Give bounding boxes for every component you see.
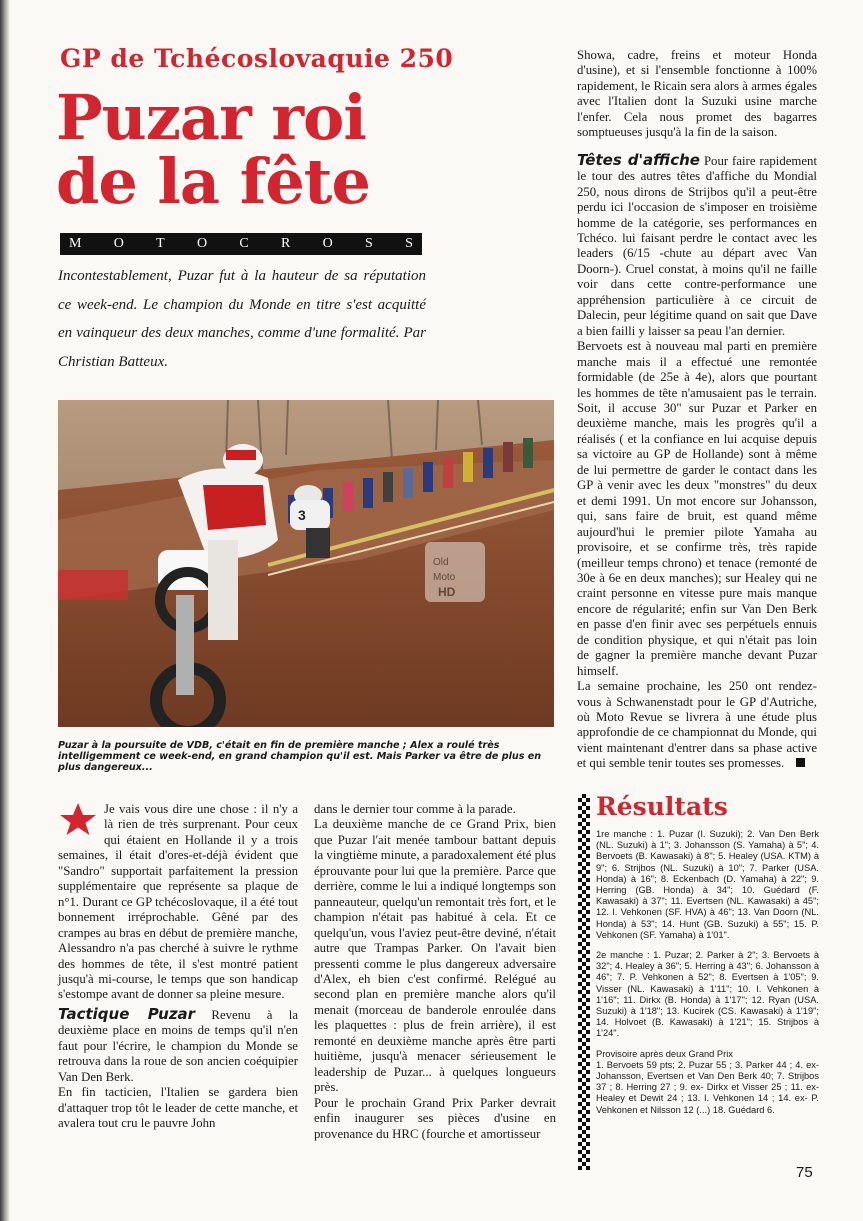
headline-line-1: Puzar roi bbox=[56, 81, 366, 154]
section-letter: T bbox=[156, 236, 165, 251]
results-standings: 1. Bervoets 59 pts; 2. Puzar 55 ; 3. Parker 44 ; 4. ex- Johansson, Evertsen et Van Den Berk 40; 7. Strijbos 37 ; 8. Herring 27 ; 9. ex- Dirkx et Visser 25 ; 11. ex- Healey et Dewit 24 ; 13. I. Vehkonen 14 ; 14. ex- P. Vehkonen et Nilsson 12 (...) 18. Guédard 6. bbox=[596, 1059, 819, 1115]
subhead-tactique-puzar: Tactique Puzar bbox=[58, 1004, 196, 1023]
section-letter: O bbox=[196, 236, 208, 251]
race-photo-illustration bbox=[58, 400, 554, 727]
col2-paragraph-2: La deuxième manche de ce Grand Prix, bien que Puzar l'ait menée tambour battant depuis la vingtième minute, a paradoxalement été plus éprouvante pour lui que la première. Parce que derrière, comme le lui a indiqué longtemps son panneauteur, quelqu'un remontait très fort, et le champion n'était pas habitué à cela. Et ce quelqu'un, vous l'aviez peut-être deviné, n'était autre que Trampas Parker. On l'avait bien pressenti comme le plus dangereux adversaire d'Alex, eh bien c'est confirmé. Relégué au second plan en première manche alors qu'il menait (morceau de banderole enroulée dans les plaquettes : plus de frein arrière), il est remonté en deuxième manche après être parti huitième, jusqu'à menacer sérieusement le leadership de Puzar... à quelques longueurs près. bbox=[314, 817, 557, 1095]
svg-text:HD: HD bbox=[438, 585, 456, 599]
col3-paragraph-3: Bervoets est à nouveau mal parti en première manche mais il a effectué une remontée formidable (de 25e à 4e), alors que pourtant les hommes de tête n'amusaient pas le terrain. Soit, il accuse 30" sur Puzar et Parker en deuxième manche, mais les progrès qu'il a réalisés ( et la confiance en lui acquise depuis sa victoire au GP de Hollande) sont à même de lui permettre de garder le contact dans les GP à venir avec les deux "monstres" du deux et demi 1991. Un mot encore sur Johansson, qui, sans faire de bruit, est quand même aujourd'hui le premier pilote Yamaha au provisoire, et se confirme très, très rapide (meilleur temps chrono) et tenace (remonté de 30e à 6e en deux manches); sur Healey qui ne craint personne en vitesse pure mais manque encore de régularité; enfin sur Van Den Berk en passe d'en finir avec ses perpétuels ennuis de condition physique, et qui n'était pas loin de gagner la première manche devant Puzar himself. bbox=[577, 339, 817, 678]
svg-text:Old: Old bbox=[433, 557, 449, 568]
col1-paragraph-2: Revenu à la deuxième place en moins de temps qu'il n'en faut pour l'écrire, le champion du Monde se retrouva dans la roue de son ancien coéquipier Van Den Berk. bbox=[58, 1007, 299, 1084]
col3-paragraph-1: Showa, cadre, freins et moteur Honda d'usine), et si l'ensemble fonctionne à 100% rapidement, le Ricain sera alors à armes égales avec l'Italien dont la Suzuki usine marche l'enfer. Cela nous promet des bagarres somptueuses jusqu'à la fin de la saison. bbox=[577, 48, 817, 140]
headline-line-2: de la fête bbox=[56, 145, 370, 218]
col2-paragraph-3: Pour le prochain Grand Prix Parker devrait enfin inaugurer ses pièces d'usine en provenance du HRC (fourche et amortisseur bbox=[314, 1095, 556, 1141]
article-kicker: GP de Tchécoslovaquie 250 bbox=[60, 44, 454, 73]
page-number: 75 bbox=[796, 1164, 813, 1181]
photo-caption: Puzar à la poursuite de VDB, c'était en fin de première manche ; Alex a roulé très intelligemment ce week-end, en grand champion qu'il est. Mais Parker va être de plus en plus dangereux... bbox=[58, 740, 542, 773]
race-photo bbox=[58, 400, 554, 727]
section-letter: S bbox=[405, 236, 413, 251]
watermark bbox=[425, 542, 485, 602]
results-standings-title: Provisoire après deux Grand Prix bbox=[596, 1048, 733, 1059]
end-of-article-mark bbox=[796, 758, 805, 767]
subhead-tetes-d-affiche: Têtes d'affiche bbox=[577, 150, 700, 169]
col1-paragraph-3: En fin tacticien, l'Italien se gardera bien d'attaquer trop tôt le leader de cette manche, et avalera tout cru le pauvre John bbox=[58, 1085, 298, 1131]
results-race-1: 1re manche : 1. Puzar (I. Suzuki); 2. Van Den Berk (NL. Suzuki) à 1"; 3. Johansson (S. Yamaha) à 5"; 4. Bervoets (B. Kawasaki) à 8"; 5. Healey (USA. KTM) à 9"; 6. Strijbos (NL. Suzuki) à 10"; 7. Parker (USA. Honda) à 16"; 8. Eckenbach (D. Yamaha) à 22"; 9. Herring (GB. Honda) à 34"; 10. Guédard (F. Kawasaki) à 37"; 11. Evertsen (NL. Kawasaki) à 45"; 12. I. Vehkonen (SF. HVA) à 46"; 13. Van Doorn (NL. Honda) à 53"; 14. Hunt (GB. Suzuki) à 55"; 15. P. Vehkonen (SF. Yamaha) à 1'01". bbox=[596, 829, 819, 940]
results-checkered-flag-border bbox=[578, 794, 590, 1170]
col3-paragraph-4: La semaine prochaine, les 250 ont rendez-vous à Schwanenstadt pour le GP d'Autriche, où Moto Revue se livrera à une étude plus approfondie de ce championnat du Monde, qui vient maintenant d'entrer dans sa phase active et qui semble tenir toutes ses promesses. bbox=[577, 679, 817, 771]
column-1 bbox=[58, 802, 298, 1132]
section-letter: O bbox=[322, 236, 333, 251]
section-bar-motocross bbox=[60, 233, 422, 255]
column-3 bbox=[577, 48, 817, 772]
results-race-2: 2e manche : 1. Puzar; 2. Parker à 2"; 3. Bervoets à 32"; 4. Healey à 36"; 5. Herring à 43"; 6. Johansson à 46"; 7. P. Vehkonen à 52"; 8. Evertsen à 1'05"; 9. Visser (NL. Kawasaki) à 1'11"; 10. I. Vehkonen à 1'16"; 11. Dirkx (B. Honda) à 1'17"; 12. Ryan (USA. Suzuki) à 1'18"; 13. Kucirek (CS. Kawasaki) à 1'19"; 14. Holvoet (B. Kawasaki) à 1'21"; 15. Strijbos à 1'24". bbox=[596, 950, 819, 1039]
column-2 bbox=[314, 802, 556, 1142]
article-lede: Incontestablement, Puzar fut à la hauteur de sa réputation ce week-end. Le champion du Monde en titre s'est acquitté en vainqueur des deux manches, comme d'une formalité. Par Christian Batteux. bbox=[58, 268, 426, 370]
svg-text:Moto: Moto bbox=[433, 572, 456, 583]
star-icon bbox=[58, 802, 98, 836]
section-letter: S bbox=[365, 236, 373, 251]
results-title: Résultats bbox=[596, 792, 728, 821]
section-letter: M bbox=[69, 236, 82, 251]
page-spine-shadow bbox=[0, 0, 10, 1221]
col3-paragraph-2: Pour faire rapidement le tour des autres têtes d'affiche du Mondial 250, nous dirons de Strijbos qu'il a peut-être perdu ici l'occasion de s'imposer en troisième homme de la catégorie, ses performances en Tchéco. lui faisant perdre le contact avec les leaders (6/15 -chute au départ avec Van Doorn-). Cruel constat, à moins qu'il ne faille voir dans cette contre-performance une appréhension particulière à ce circuit de Dalecin, peur légitime quand on sait que Dave a bien failli y laisser sa peau l'an dernier. bbox=[577, 153, 818, 338]
section-letter: C bbox=[239, 236, 249, 251]
col2-paragraph-1: dans le dernier tour comme à la parade. bbox=[314, 802, 516, 816]
rider-plate-number: 3 bbox=[298, 507, 306, 523]
col1-paragraph-1: Je vais vous dire une chose : il n'y a là rien de très surprenant. Pour ceux qui étaient en Hollande il y a trois semaines, il était d'ores-et-déjà évident que "Sandro" supportait parfaitement la pression supplémentaire que représente sa plaque de n°1. Durant ce GP tchécoslovaque, il a été tout bonnement irréprochable. Gêné par des crampes au bras en début de première manche, Alessandro n'a pas cherché à suivre le rythme des hommes de tête, il s'est montré patient jusqu'à mi-course, le temps que son handicap s'estompe avant de donner sa pleine mesure. bbox=[58, 802, 298, 1002]
section-letter: O bbox=[113, 236, 124, 251]
results-box bbox=[596, 829, 819, 1116]
article-headline bbox=[56, 81, 370, 218]
section-letter: R bbox=[281, 236, 291, 251]
